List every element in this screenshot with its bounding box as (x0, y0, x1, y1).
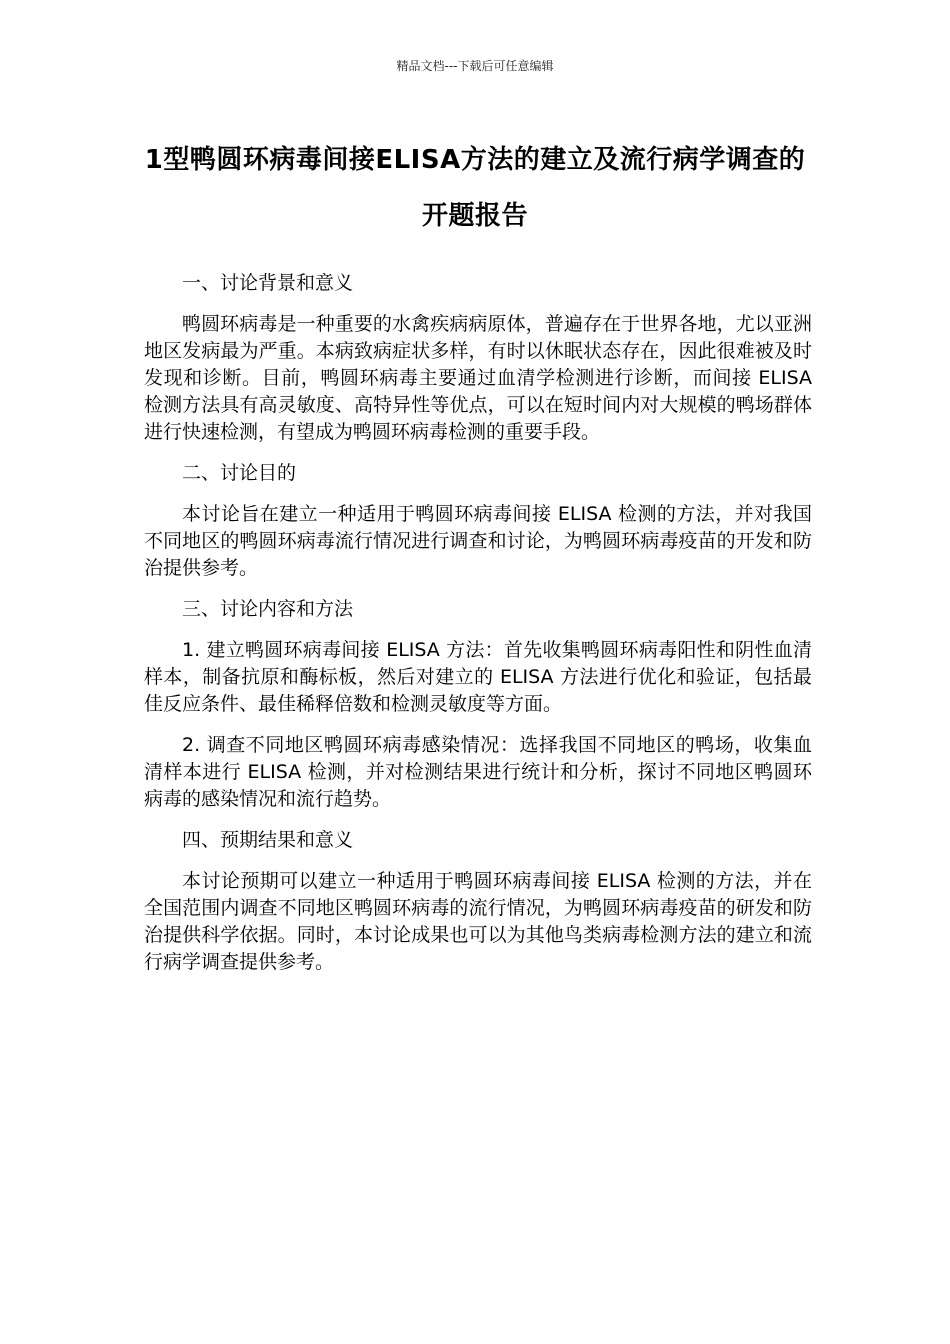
paragraph-method-1: 1. 建立鸭圆环病毒间接 ELISA 方法：首先收集鸭圆环病毒阳性和阴性血清样本，制备抗原和酶标板，然后对建立的 ELISA 方法进行优化和验证，包括最佳反应条件、最佳稀释倍数和检测灵敏度等方面。 (144, 639, 812, 715)
section-heading-background: 一、讨论背景和意义 (182, 272, 354, 294)
section-heading-purpose: 二、讨论目的 (182, 462, 297, 484)
section-heading-content-methods: 三、讨论内容和方法 (182, 598, 354, 620)
paragraph-expected-results: 本讨论预期可以建立一种适用于鸭圆环病毒间接 ELISA 检测的方法，并在全国范围内调查不同地区鸭圆环病毒的流行情况，为鸭圆环病毒疫苗的研发和防治提供科学依据。同时，本讨论成果也可以为其他鸟类病毒检测方法的建立和流行病学调查提供参考。 (144, 870, 812, 973)
header-note: 精品文档---下载后可任意编辑 (396, 59, 554, 73)
section-heading-expected-results: 四、预期结果和意义 (182, 829, 354, 851)
paragraph-purpose: 本讨论旨在建立一种适用于鸭圆环病毒间接 ELISA 检测的方法，并对我国不同地区的鸭圆环病毒流行情况进行调查和讨论，为鸭圆环病毒疫苗的开发和防治提供参考。 (144, 503, 812, 579)
document-body (144, 270, 812, 990)
document-title: 1型鸭圆环病毒间接ELISA方法的建立及流行病学调查的开题报告 (144, 145, 806, 231)
paragraph-background: 鸭圆环病毒是一种重要的水禽疾病病原体，普遍存在于世界各地，尤以亚洲地区发病最为严重。本病致病症状多样，有时以休眠状态存在，因此很难被及时发现和诊断。目前，鸭圆环病毒主要通过血清学检测进行诊断，而间接 ELISA 检测方法具有高灵敏度、高特异性等优点，可以在短时间内对大规模的鸭场群体进行快速检测，有望成为鸭圆环病毒检测的重要手段。 (144, 313, 812, 443)
paragraph-method-2: 2. 调查不同地区鸭圆环病毒感染情况：选择我国不同地区的鸭场，收集血清样本进行 ELISA 检测，并对检测结果进行统计和分析，探讨不同地区鸭圆环病毒的感染情况和流行趋势。 (144, 734, 812, 810)
